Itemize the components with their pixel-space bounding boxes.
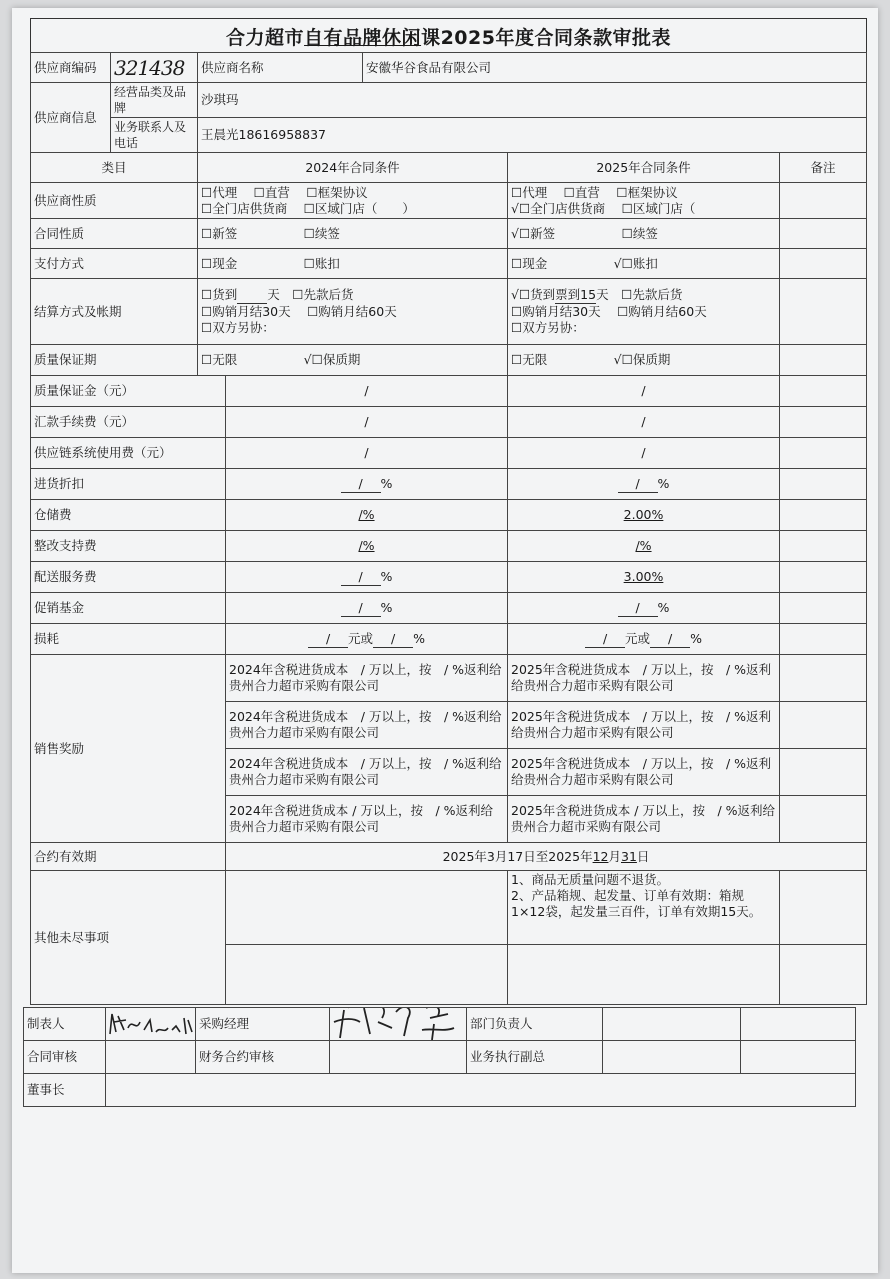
contact-label: 业务联系人及电话 [111,118,198,153]
buyer-label: 采购经理 [196,1008,330,1041]
other-label: 其他未尽事项 [31,871,226,1005]
loss-label: 损耗 [31,624,226,655]
finance-audit-label: 财务合约审核 [196,1041,330,1074]
payment-2024: ☐现金 ☐账扣 [198,249,508,279]
contract-label: 合同性质 [31,219,198,249]
nature-2025: ☐代理 ☐直营 ☐框架协议 √☐全门店供货商 ☐区域门店（ [508,183,780,219]
vp-signature [603,1041,741,1074]
rectify-remark [780,531,867,562]
system-fee-2025: / [508,438,780,469]
system-fee-remark [780,438,867,469]
deposit-remark [780,376,867,407]
rebate-remark [780,796,867,843]
chairman-signature [106,1074,856,1107]
rectify-2024: /% [226,531,508,562]
quality-label: 质量保证期 [31,345,198,376]
nature-2024: ☐代理 ☐直营 ☐框架协议 ☐全门店供货商 ☐区域门店（ ） [198,183,508,219]
vp-label: 业务执行副总 [467,1041,603,1074]
loss-2025: / 元或 / % [508,624,780,655]
rebate-remark [780,655,867,702]
chairman-label: 董事长 [24,1074,106,1107]
finance-audit-signature [330,1041,467,1074]
supplier-name-label: 供应商名称 [198,53,363,83]
form-title: 合力超市 自有品牌休闲 课2025年度合同条款审批表 [30,18,867,53]
other-remark-extra [780,945,867,1005]
other-2025: 1、商品无质量问题不退货。 2、产品箱规、起发量、订单有效期：箱规1×12袋，起发量三百件，订单有效期15天。 [508,871,780,945]
contract-2024: ☐新签 ☐续签 [198,219,508,249]
other-2024 [226,871,508,945]
rectify-label: 整改支持费 [31,531,226,562]
rebate-2024-tier-2: 2024年含税进货成本 / 万以上，按 / %返利给贵州合力超市采购有限公司 [226,702,508,749]
deposit-label: 质量保证金（元） [31,376,226,407]
header-2025: 2025年合同条件 [508,153,780,183]
payment-label: 支付方式 [31,249,198,279]
delivery-remark [780,562,867,593]
remit-fee-2024: / [226,407,508,438]
supplier-code-value: 321438 [111,53,198,83]
rebate-2025-tier-1: 2025年含税进货成本 / 万以上，按 / %返利给贵州合力超市采购有限公司 [508,655,780,702]
other-remark [780,871,867,945]
deposit-2024: / [226,376,508,407]
discount-2025: / % [508,469,780,500]
header-category: 类目 [31,153,198,183]
header-2024: 2024年合同条件 [198,153,508,183]
system-fee-2024: / [226,438,508,469]
storage-remark [780,500,867,531]
maker-signature-ink [106,1008,196,1041]
rebate-2025-tier-4: 2025年含税进货成本 / 万以上，按 / %返利给贵州合力超市采购有限公司 [508,796,780,843]
loss-remark [780,624,867,655]
remit-fee-label: 汇款手续费（元） [31,407,226,438]
storage-2024: /% [226,500,508,531]
promo-2024: / % [226,593,508,624]
rebate-2024-tier-3: 2024年含税进货成本 / 万以上，按 / %返利给贵州合力超市采购有限公司 [226,749,508,796]
settle-2025: √☐货到票到15天 ☐先款后货 ☐购销月结30天 ☐购销月结60天 ☐双方另协： [508,279,780,345]
storage-2025: 2.00% [508,500,780,531]
header-remark: 备注 [780,153,867,183]
promo-remark [780,593,867,624]
system-fee-label: 供应链系统使用费（元） [31,438,226,469]
rectify-2025: /% [508,531,780,562]
other-2025-extra [508,945,780,1005]
nature-remark [780,183,867,219]
rebate-2025-tier-3: 2025年含税进货成本 / 万以上，按 / %返利给贵州合力超市采购有限公司 [508,749,780,796]
rebate-2024-tier-4: 2024年含税进货成本 / 万以上，按 / %返利给贵州合力超市采购有限公司 [226,796,508,843]
settle-remark [780,279,867,345]
category-value: 沙琪玛 [198,83,867,118]
promo-2025: / % [508,593,780,624]
delivery-2025: 3.00% [508,562,780,593]
payment-remark [780,249,867,279]
category-label: 经营品类及品牌 [111,83,198,118]
buyer-signature-ink [330,1008,467,1041]
contract-audit-label: 合同审核 [24,1041,106,1074]
discount-2024: / % [226,469,508,500]
discount-remark [780,469,867,500]
other-2024-extra [226,945,508,1005]
loss-2024: / 元或 / % [226,624,508,655]
vp-extra [741,1041,856,1074]
rebate-2024-tier-1: 2024年含税进货成本 / 万以上，按 / %返利给贵州合力超市采购有限公司 [226,655,508,702]
maker-label: 制表人 [24,1008,106,1041]
signature-table [23,1007,856,1107]
supplier-name-value: 安徽华谷食品有限公司 [363,53,867,83]
storage-label: 仓储费 [31,500,226,531]
settle-label: 结算方式及帐期 [31,279,198,345]
dept-head-extra [741,1008,856,1041]
payment-2025: ☐现金 √☐账扣 [508,249,780,279]
delivery-label: 配送服务费 [31,562,226,593]
rebate-remark [780,749,867,796]
remit-fee-2025: / [508,407,780,438]
contract-2025: √☐新签 ☐续签 [508,219,780,249]
contract-remark [780,219,867,249]
buyer-signature [330,1008,467,1041]
contact-value: 王晨光18616958837 [198,118,867,153]
quality-2024: ☐无限 √☐保质期 [198,345,508,376]
validity-value: 2025年3月17日至2025年12月31日 [226,843,867,871]
settle-2024: ☐货到 天 ☐先款后货 ☐购销月结30天 ☐购销月结60天 ☐双方另协： [198,279,508,345]
dept-head-signature [603,1008,741,1041]
maker-signature [106,1008,196,1041]
supplier-info-label: 供应商信息 [31,83,111,153]
nature-label: 供应商性质 [31,183,198,219]
dept-head-label: 部门负责人 [467,1008,603,1041]
quality-2025: ☐无限 √☐保质期 [508,345,780,376]
validity-label: 合约有效期 [31,843,226,871]
rebate-label: 销售奖励 [31,655,226,843]
supplier-code-label: 供应商编码 [31,53,111,83]
quality-remark [780,345,867,376]
approval-table [30,52,867,1005]
discount-label: 进货折扣 [31,469,226,500]
contract-audit-signature [106,1041,196,1074]
deposit-2025: / [508,376,780,407]
promo-label: 促销基金 [31,593,226,624]
remit-fee-remark [780,407,867,438]
rebate-2025-tier-2: 2025年含税进货成本 / 万以上，按 / %返利给贵州合力超市采购有限公司 [508,702,780,749]
rebate-remark [780,702,867,749]
delivery-2024: / % [226,562,508,593]
